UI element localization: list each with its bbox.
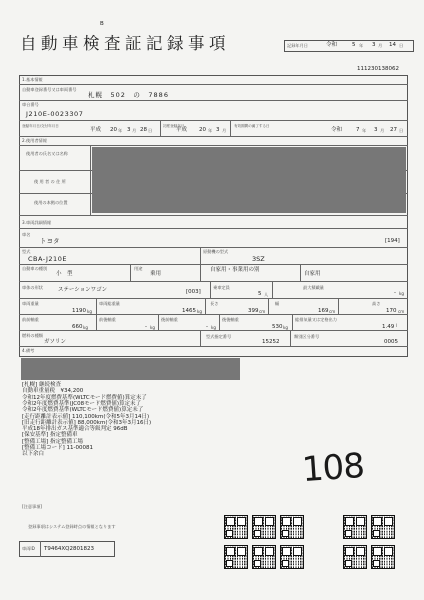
reg-label: 自動車登録番号又は車両番号 [22,87,77,92]
remark-line: 以下余白 [22,451,45,458]
remark-line: 平成18年排出ガス基準適合等級判定 96dB [22,426,128,433]
remark-line: [走行距離計表示値] 110,100km(令和5年3月14日) [22,413,150,420]
qr-code-icon [224,515,248,539]
section-basic: 1.基本情報 [22,77,43,82]
qr-code-icon [252,545,276,569]
fuel-value: ガソリン [44,339,67,345]
remark-line: [整備工場] 指定整備工場 [22,438,84,445]
redaction-user-info [92,147,406,213]
qr-code-icon [280,545,304,569]
rr-value: 530 [272,324,283,330]
body-value: ステーションワゴン [58,287,108,293]
class-no-value: 0005 [384,339,398,345]
handwritten-number: 108 [300,445,366,491]
notes-line: 登録事項はシステム登録時点の情報となります [28,524,116,529]
weight-value: 1190 [72,308,86,314]
type-no-value: 15252 [262,339,280,345]
remark-line: [保安基準] 指定整備車 [22,432,78,439]
remark-line: 自動車重量税 ¥34,200 [22,388,84,395]
section-vehicle: 3.車両詳細情報 [22,220,52,225]
issue-date-label: 記録年月日 [287,43,308,48]
width-value: 169 [318,308,329,314]
doc-letter: B [100,21,104,27]
vehicle-id-label: 車両ID [22,546,35,551]
qr-code-icon [280,515,304,539]
section-remarks: 4.備考 [22,348,35,353]
capacity-value: 5 [258,291,262,297]
first-reg-label: 登録年月日/交付年月日 [22,123,59,128]
qr-code-icon [343,545,367,569]
reg-value: 札幌 502 の 7886 [88,91,169,99]
use-value: 乗用 [150,271,162,277]
redaction-remarks [21,358,240,380]
user-address-label: 使 用 者 の 住 所 [34,179,66,184]
model-value: CBA-J210E [28,255,67,263]
qr-code-icon [224,545,248,569]
doc-number: 111230138062 [357,66,399,72]
chassis-label: 車台番号 [22,102,39,107]
qr-code-icon [343,515,367,539]
gross-value: 1465 [182,308,196,314]
notes-heading: [注意事項] [22,504,43,509]
maker-value: トヨタ [40,237,60,245]
length-value: 399 [248,308,259,314]
remark-line: [旧走行距離計表示値] 88,000km(令和3年3月16日) [22,419,152,426]
expiry-label: 有効期間の満了する日 [234,123,270,128]
private-value: 自家用 [304,271,321,277]
remark-line: 令和2年度燃費基準(JC08モード燃費値)算定未了 [22,400,142,407]
kind-value: 小 型 [56,271,73,277]
user-name-label: 使用者の氏名又は名称 [26,151,68,156]
qr-code-icon [371,545,395,569]
ff-value: 660 [72,324,83,330]
issue-era: 令和 [326,42,338,48]
section-users: 2.使用者情報 [22,138,47,143]
remark-line: [整備工場コード] 11-00081 [22,445,94,451]
remark-line: 令和2年度燃費基準(WLTCモード燃費値)算定未了 [22,407,144,414]
first-year-label: 初度登録年月 [163,123,185,128]
issue-day: 14 [389,42,396,48]
maker-code: [194] [385,238,400,244]
issue-month: 3 [372,42,376,48]
qr-code-icon [371,515,395,539]
engine-value: 3SZ [252,255,265,263]
body-code: [003] [186,289,201,295]
page-title: 自動車検査証記録事項 [20,34,230,53]
displacement-value: 1.49 [382,324,395,330]
base-location-label: 使用の本拠の位置 [34,200,68,205]
remark-line: [札幌] 継続検査 [22,382,62,388]
remark-line: 令和12年度燃費基準(WLTCモード燃費値)算定未了 [22,394,147,401]
height-value: 170 [386,308,397,314]
qr-code-icon [252,515,276,539]
issue-year: 5 [352,42,356,48]
vehicle-id-value: T9464XQ2801823 [44,546,94,552]
chassis-value: J210E-0023307 [26,110,84,118]
